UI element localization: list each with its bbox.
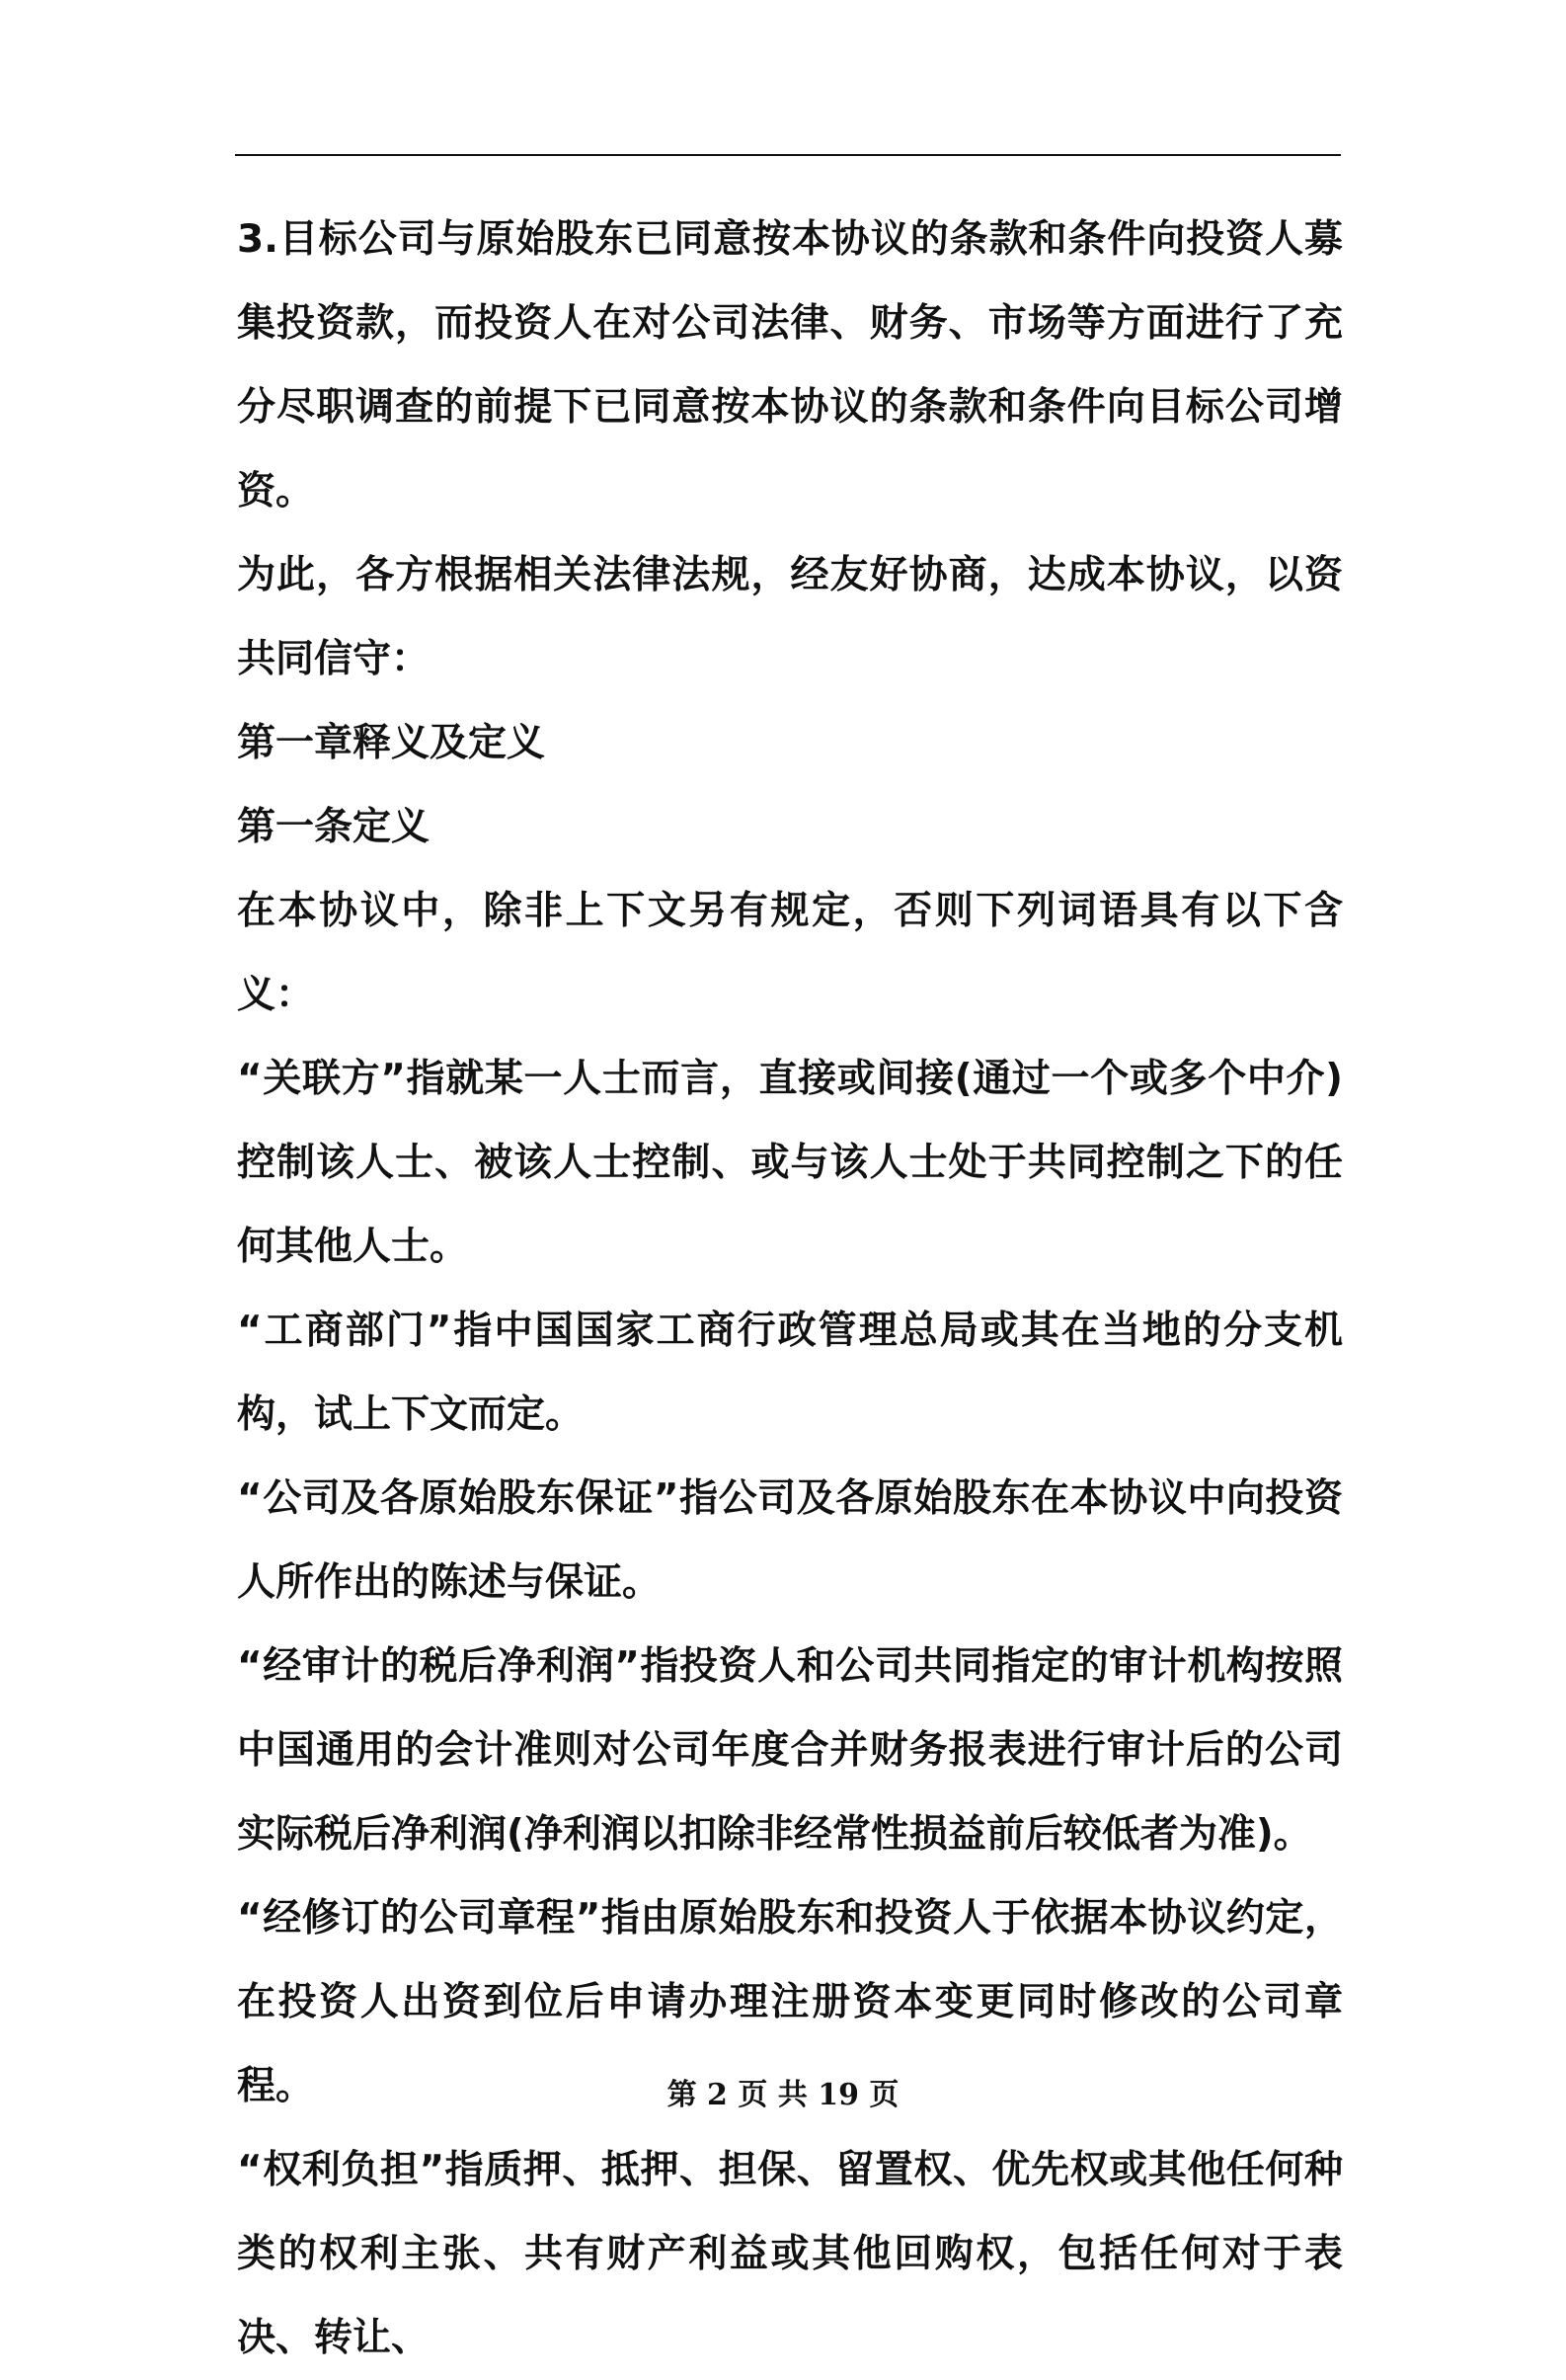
page-number-footer: 第 2 页 共 19 页: [666, 2078, 900, 2112]
paragraph-definitions-intro: 在本协议中，除非上下文另有规定，否则下列词语具有以下含义：: [237, 889, 1343, 1017]
definition-encumbrance: “权利负担”指质押、抵押、担保、留置权、优先权或其他任何种类的权利主张、共有财产利益或其他回购权，包括任何对于表决、转让、: [237, 2148, 1343, 2360]
definition-affiliate: “关联方”指就某一人士而言，直接或间接(通过一个或多个中介)控制该人士、被该人士控制、或与该人士处于共同控制之下的任何其他人士。: [237, 1057, 1343, 1269]
definition-aic: “工商部门”指中国国家工商行政管理总局或其在当地的分支机构，试上下文而定。: [237, 1309, 1343, 1437]
chapter-heading: 第一章释义及定义: [237, 721, 546, 765]
document-body: [237, 198, 1343, 2380]
article-heading: 第一条定义: [237, 805, 431, 849]
definition-audited-profit: “经审计的税后净利润”指投资人和公司共同指定的审计机构按照中国通用的会计准则对公司年度合并财务报表进行审计后的公司实际税后净利润(净利润以扣除非经常性损益前后较低者为准)。: [237, 1644, 1343, 1857]
paragraph-purpose: 为此，各方根据相关法律法规，经友好协商，达成本协议，以资共同信守：: [237, 553, 1343, 681]
definition-warranties: “公司及各原始股东保证”指公司及各原始股东在本协议中向投资人所作出的陈述与保证。: [237, 1476, 1343, 1605]
header-rule: [235, 154, 1341, 156]
definition-amended-articles: “经修订的公司章程”指由原始股东和投资人于依据本协议约定，在投资人出资到位后申请办理注册资本变更同时修改的公司章程。: [237, 1896, 1343, 2108]
paragraph-intro-3: 3.目标公司与原始股东已同意按本协议的条款和条件向投资人募集投资款，而投资人在对公司法律、财务、市场等方面进行了充分尽职调查的前提下已同意按本协议的条款和条件向目标公司增资。: [237, 217, 1343, 514]
